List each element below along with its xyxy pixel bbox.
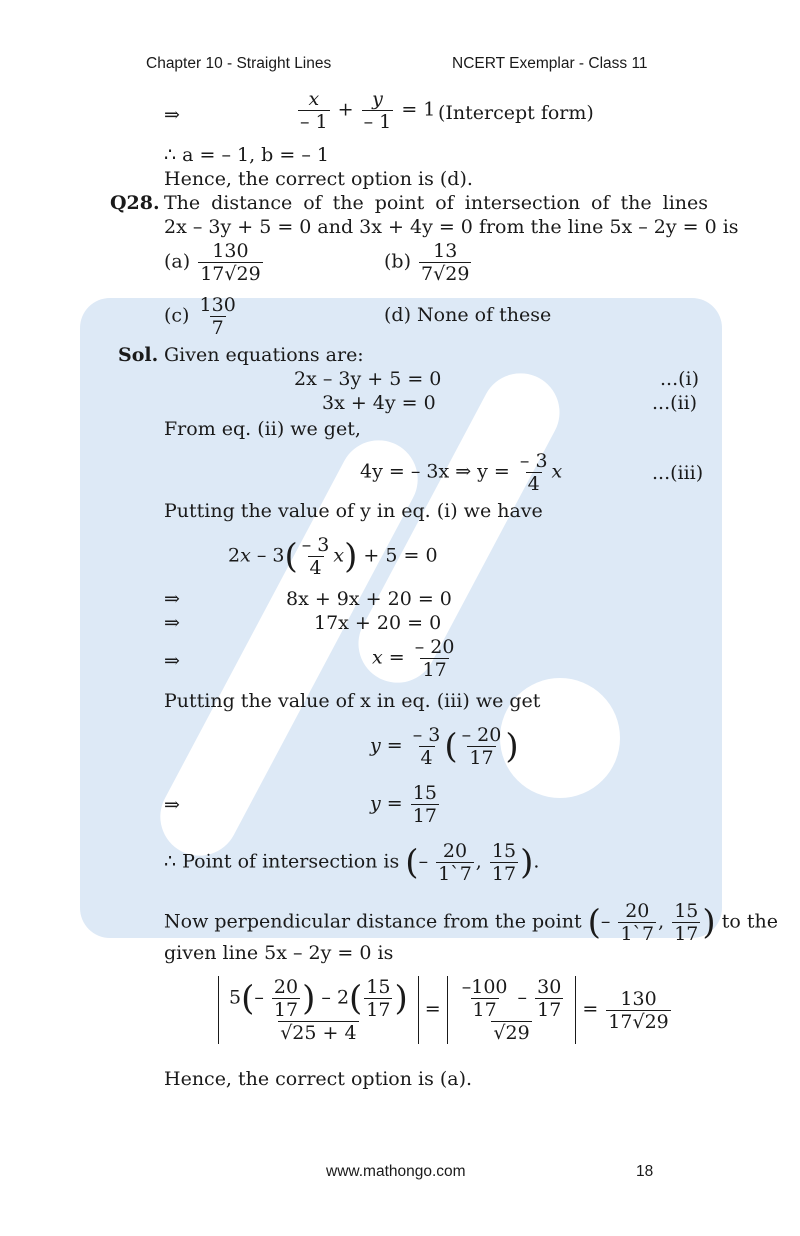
put-x-text: Putting the value of x in eq. (iii) we get: [164, 690, 541, 712]
distance-calculation: 5(– $\frac{20}{17}$ ) – 2( $\frac{15}{17}$ ) √25 + 4 = $\frac{-100}{17}$ – $\frac{30}{17}$ √29 = $\frac{130}{17√29}$: [218, 976, 673, 1044]
implies-2: ⇒: [164, 588, 180, 610]
option-a: (a) $\frac{130}{17√29}$: [164, 240, 261, 285]
equation-3-tag: ...(iii): [652, 462, 704, 484]
equation-2-tag: ...(ii): [652, 392, 698, 414]
question-number: Q28.: [110, 192, 160, 214]
implies-3: ⇒: [164, 612, 180, 634]
substitution-step: 2x – 3( $\frac{- 3}{4}$ x) + 5 = 0: [228, 534, 438, 579]
y-substitution: y = $\frac{- 3}{4}$ ( $\frac{- 20}{17}$ ): [370, 724, 519, 769]
step-3: 17x + 20 = 0: [314, 612, 442, 634]
solution-label: Sol.: [118, 344, 159, 366]
equation-1: 2x – 3y + 5 = 0: [294, 368, 442, 390]
y-value: y = $\frac{15}{17}$: [370, 782, 437, 827]
x-value: x = $\frac{- 20}{17}$: [372, 636, 455, 681]
page-number: 18: [636, 1163, 654, 1180]
equation-1-tag: ...(i): [660, 368, 700, 390]
intercept-equation: $\frac{x}{- 1}$ + $\frac{y}{- 1}$ = 1: [300, 88, 436, 133]
question-line2: 2x – 3y + 5 = 0 and 3x + 4y = 0 from the line 5x – 2y = 0 is: [164, 216, 739, 238]
step-2: 8x + 9x + 20 = 0: [286, 588, 452, 610]
header-book: NCERT Exemplar - Class 11: [452, 55, 648, 72]
perpendicular-text: Now perpendicular distance from the point (– $\frac{20}{1`7}$ , $\frac{15}{17}$ ) to the: [164, 900, 778, 945]
header-chapter: Chapter 10 - Straight Lines: [146, 55, 332, 72]
given-equations: Given equations are:: [164, 344, 364, 366]
point-of-intersection: ∴ Point of intersection is (– $\frac{20}{1`7}$ , $\frac{15}{17}$ ).: [164, 840, 540, 885]
hence-d: Hence, the correct option is (d).: [164, 168, 473, 190]
question-line1: The distance of the point of intersection of the lines: [164, 192, 708, 214]
intercept-label: (Intercept form): [438, 102, 594, 124]
equation-3: 4y = – 3x ⇒ y = $\frac{- 3}{4}$ x: [360, 450, 563, 495]
put-y-text: Putting the value of y in eq. (i) we have: [164, 500, 543, 522]
option-b: (b) $\frac{13}{7√29}$: [384, 240, 470, 285]
footer-site: www.mathongo.com: [326, 1163, 466, 1180]
option-d: (d) None of these: [384, 304, 552, 326]
implies-4: ⇒: [164, 650, 180, 672]
given-line-text: given line 5x – 2y = 0 is: [164, 942, 394, 964]
implies-5: ⇒: [164, 794, 180, 816]
conclusion: Hence, the correct option is (a).: [164, 1068, 473, 1090]
equation-2: 3x + 4y = 0: [322, 392, 436, 414]
implies-symbol: ⇒: [164, 104, 180, 126]
from-eq-ii: From eq. (ii) we get,: [164, 418, 361, 440]
therefore-ab: ∴ a = – 1, b = – 1: [164, 144, 329, 166]
option-c: (c) $\frac{130}{7}$: [164, 294, 236, 339]
